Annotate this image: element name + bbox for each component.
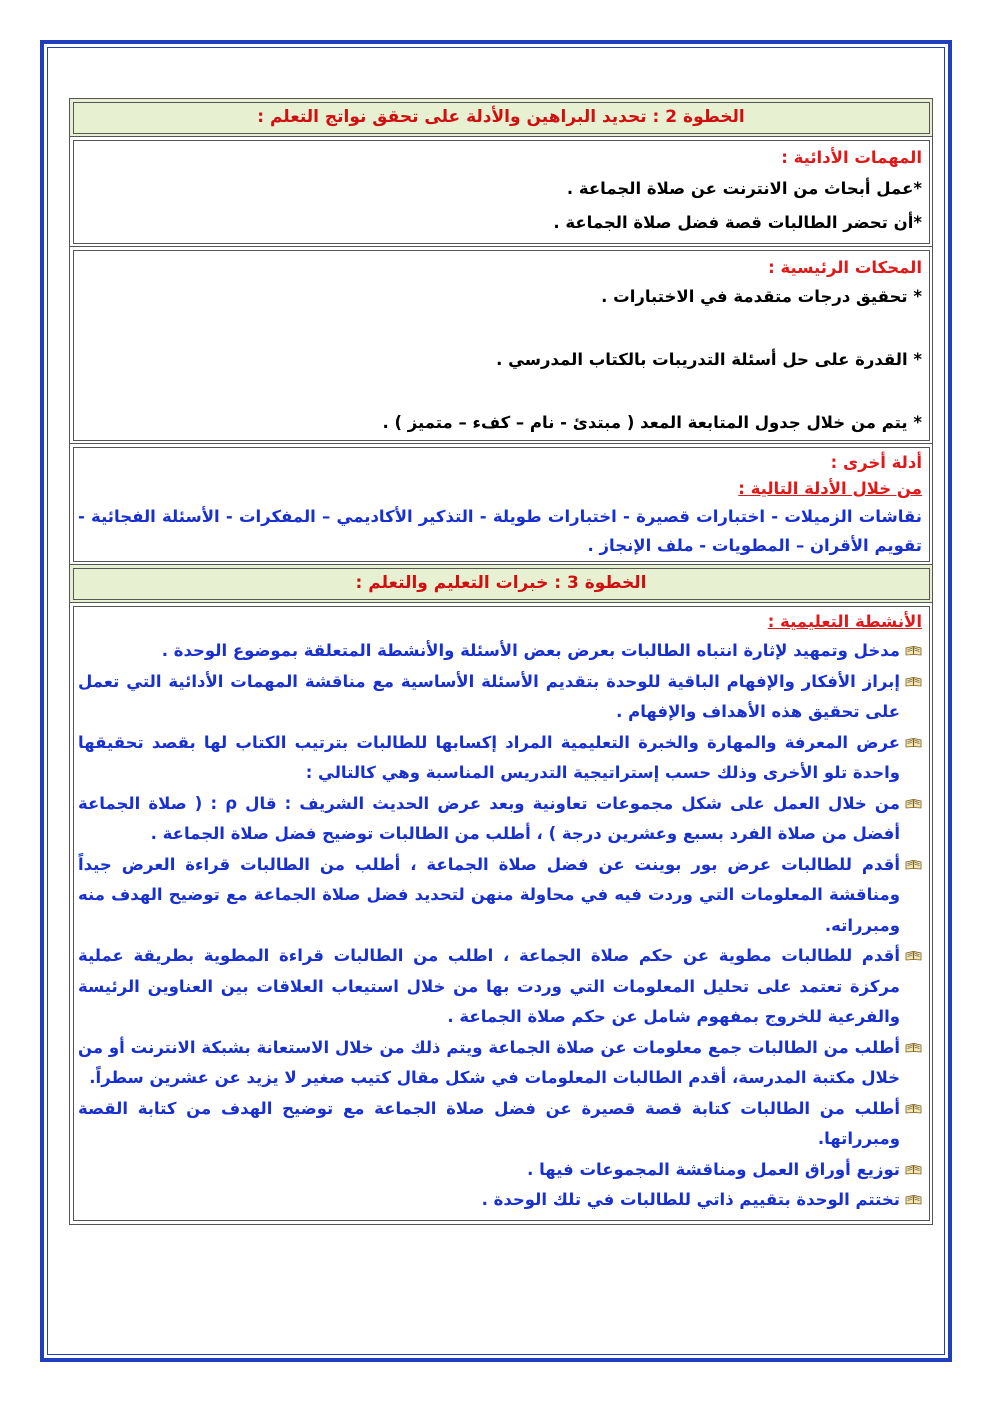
criteria-row (70, 247, 933, 444)
lesson-plan-table (69, 98, 933, 1225)
open-book-icon (905, 676, 922, 687)
other-evidence-row (70, 444, 933, 565)
activity-item (78, 850, 922, 942)
spacer (78, 311, 922, 333)
open-book-icon (905, 737, 922, 748)
other-evidence-text: نقاشات الزميلات - اختبارات قصيرة - اختبارات طويلة - التذكير الأكاديمي – المفكرات - الأسئلة الفجائية - تقويم الأقران – المطويات - ملف الإنجاز . (78, 507, 922, 555)
other-evidence-subheading: من خلال الأدلة التالية : (738, 479, 922, 498)
tasks-cell (70, 137, 933, 247)
activity-text: أطلب من الطالبات جمع معلومات عن صلاة الجماعة ويتم ذلك من خلال الاستعانة بشبكة الانترنت أو من خلال مكتبة المدرسة، أقدم الطالبات المعلومات في شكل مقال كتيب صغير لا يزيد عن عشرين سطراً. (78, 1037, 900, 1087)
activity-text: أقدم للطالبات عرض بور بوينت عن فضل صلاة الجماعة ، أطلب من الطالبات قراءة العرض جيداً ومناقشة المعلومات التي وردت فيه في محاولة منهن لتحديد فضل صلاة الجماعة مع توضيح الهدف منه ومبرراته. (78, 854, 900, 935)
activity-text: أقدم للطالبات مطوية عن حكم صلاة الجماعة ، اطلب من الطالبات قراءة المطوية بطريقة عملية مركزة تعتمد على تحليل المعلومات التي وردت بها من خلال استيعاب العلاقات بين العناوين الرئيسة والفرعية للخروج بمفهوم شامل عن حكم صلاة الجماعة . (78, 946, 900, 1026)
open-book-icon (905, 859, 922, 870)
open-book-icon (905, 798, 922, 809)
activity-text: مدخل وتمهيد لإثارة انتباه الطالبات بعرض بعض الأسئلة والأنشطة المتعلقة بموضوع الوحدة . (161, 641, 900, 660)
criteria-item: * تحقيق درجات متقدمة في الاختبارات . (601, 287, 922, 306)
activity-item (78, 636, 922, 667)
criteria-cell (70, 247, 933, 444)
step2-title: الخطوة 2 : تحديد البراهين والأدلة على تحقق نواتج التعلم : (70, 99, 933, 137)
open-book-icon (905, 645, 922, 656)
open-book-icon (905, 1042, 922, 1053)
step3-header-row (70, 565, 933, 603)
activity-text: عرض المعرفة والمهارة والخبرة التعليمية المراد إكسابها للطالبات بترتيب الكتاب لها بقصد تحقيقها واحدة تلو الأخرى وذلك حسب إستراتيجية التدريس المناسبة وهي كالتالي : (78, 732, 900, 782)
open-book-icon (905, 950, 922, 961)
activity-item (78, 728, 922, 789)
activity-item (78, 1155, 922, 1186)
activity-item (78, 667, 922, 728)
open-book-icon (905, 1103, 922, 1114)
open-book-icon (905, 1194, 922, 1205)
criteria-item: * يتم من خلال جدول المتابعة المعد ( مبتدئ - نام – كفء – متميز ) . (382, 413, 922, 432)
activities-row (70, 603, 933, 1225)
step2-header-row (70, 99, 933, 137)
spacer (78, 374, 922, 396)
task-item: *أن تحضر الطالبات قصة فضل صلاة الجماعة . (553, 213, 922, 232)
tasks-row (70, 137, 933, 247)
activity-item (78, 1094, 922, 1155)
criteria-heading: المحكات الرئيسية : (768, 258, 922, 277)
other-evidence-heading: أدلة أخرى : (830, 453, 922, 472)
activities-list (78, 636, 922, 1216)
task-item: *عمل أبحاث من الانترنت عن صلاة الجماعة . (566, 179, 922, 198)
other-evidence-cell (70, 444, 933, 565)
activity-item (78, 941, 922, 1033)
activity-item (78, 789, 922, 850)
activity-text: توزيع أوراق العمل ومناقشة المجموعات فيها . (527, 1159, 900, 1179)
activity-item (78, 1185, 922, 1216)
tasks-heading: المهمات الأدائية : (781, 148, 922, 167)
step3-title: الخطوة 3 : خبرات التعليم والتعلم : (70, 565, 933, 603)
activities-cell (70, 603, 933, 1225)
open-book-icon (905, 1164, 922, 1175)
activity-item (78, 1033, 922, 1094)
activity-text: تختتم الوحدة بتقييم ذاتي للطالبات في تلك الوحدة . (481, 1190, 900, 1209)
activities-heading: الأنشطة التعليمية : (767, 612, 922, 631)
activity-text: من خلال العمل على شكل مجموعات تعاونية وبعد عرض الحديث الشريف : قال ρ : ( صلاة الجماعة أفضل من صلاة الفرد بسبع وعشرين درجة ) ، أطلب من الطالبات توضيح فضل صلاة الجماعة . (78, 793, 900, 843)
activity-text: أطلب من الطالبات كتابة قصة قصيرة عن فضل صلاة الجماعة مع توضيح الهدف من كتابة القصة ومبرراتها. (78, 1098, 900, 1148)
criteria-item: * القدرة على حل أسئلة التدريبات بالكتاب المدرسي . (496, 350, 922, 369)
activity-text: إبراز الأفكار والإفهام الباقية للوحدة بتقديم الأسئلة الأساسية مع مناقشة المهمات الأدائية التي تعمل على تحقيق هذه الأهداف والإفهام . (78, 671, 900, 721)
